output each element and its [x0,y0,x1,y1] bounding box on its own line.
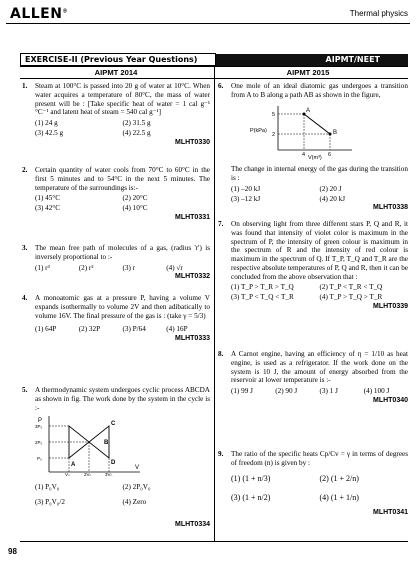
option-3: (3) r [122,263,136,272]
option-2: (2) 90 J [275,387,298,396]
y-axis-label: P [38,418,43,425]
question-3 [22,244,210,282]
option-1: (1) (1 + n/3) [231,473,271,483]
exercise-bar [20,54,408,66]
x-axis-label: V(m³) [308,154,322,160]
point-label: D [111,460,116,467]
option-4: (4) √r [166,263,183,272]
point-label: B [104,440,109,447]
option-4: (4) (1 + 1/n) [319,493,359,503]
option-2: (2) (1 + 2/n) [319,473,359,483]
y-tick: 3P₀ [35,424,43,430]
question-number: 4. [22,294,28,302]
question-text: A thermodynamic system undergoes cyclic process ABCDA as shown in fig. The work done by the system in the cycle is :- [35,386,210,412]
question-4 [22,294,210,344]
x-tick: 2V₀ [84,472,92,477]
column-heading-right: AIPMT 2015 [286,68,330,77]
question-code: MLHT0339 [372,303,408,311]
question-code: MLHT0340 [372,396,408,404]
x-tick: 4 [302,151,306,158]
question-text: The mean free path of molecules of a gas, (radius 'r') is inversely proportional to :- [35,244,210,261]
question-text-continued: The change in internal energy of the gas during the transition is : [231,165,408,183]
question-code: MLHT0338 [372,204,408,212]
option-4: (4) 10°C [122,204,148,213]
option-4: (4) 16P [166,325,188,334]
question-5 [22,386,210,529]
option-2: (2) r² [78,263,94,272]
point-b [329,132,332,135]
question-number: 3. [22,244,28,252]
question-text: One mole of an ideal diatomic gas undergoes a transition from A to B along a path AB as shown in the figure, [231,82,408,99]
point-label: C [111,421,116,428]
question-number: 7. [218,220,224,228]
y-axis-label: P(kPa) [250,127,267,134]
page-number: 98 [8,547,17,556]
question-7 [218,220,408,312]
question-9 [218,450,408,518]
question-number: 1. [22,82,28,90]
chapter-title: Thermal physics [349,9,408,18]
cycle-graph [35,414,145,476]
question-code: MLHT0334 [174,520,210,528]
y-tick: 5 [272,111,276,118]
question-code: MLHT0331 [174,213,210,221]
question-code: MLHT0341 [372,509,408,517]
option-3: (3) P₀V₀/2 [35,497,65,506]
question-text: On observing light from three different stars P, Q and R, it was found that intensity of violet color is maximum in the spectrum of P, the intensity of green colour is maximum in the spectrum of R and the intensity of red colour is maximum in the spectrum of Q. If T_P, T_Q and T_R are the respective absolute temperatures of P, Q and R, then it can be concluded from the above observation that : [231,220,408,281]
question-text: A monoatomic gas at a pressure P, having a volume V expands isothermally to volume 2V and then adibatically to volume 16V. The final pressure of the gas is : (take γ = 5/3) [35,294,210,320]
column-heading-left: AIPMT 2014 [94,68,138,77]
option-4: (4) 20 kJ [319,194,346,203]
question-text: Certain quantity of water cools from 70°C to 60°C in the first 5 minutes and to 54°C in the next 5 minutes. The temperature of the surroundings is:- [35,166,210,192]
point-label: A [306,107,311,114]
brand-logo: ALLEN® [10,6,68,22]
question-1 [22,82,210,147]
option-4: (4) 100 J [363,387,390,396]
question-text: Steam at 100°C is passed into 20 g of water at 10°C. When water acquires a temperature of 80°C, the mass of water present will be : [Take specific heat of water = 1 cal g⁻¹ °C⁻¹ and latent heat of steam = 540 cal g⁻¹] [35,82,210,117]
option-1: (1) 64P [35,325,57,334]
option-2: (2) 20°C [122,194,148,203]
y-tick: P₀ [37,456,42,462]
question-number: 5. [22,386,28,394]
question-number: 6. [218,82,224,90]
footer-rule [20,541,408,542]
option-2: (2) T_P < T_R < T_Q [319,283,383,292]
option-4: (4) 22.5 g [122,128,151,137]
question-6 [218,82,408,213]
option-4: (4) T_P > T_Q > T_R [319,293,383,302]
option-1: (1) –20 kJ [231,184,261,193]
pv-graph [248,102,358,160]
question-code: MLHT0332 [174,273,210,281]
question-text: The ratio of the specific heats Cp/Cv = γ in terms of degrees of freedom (n) is given by : [231,450,408,467]
option-1: (1) 99 J [231,387,253,396]
question-text: A Carnot engine, having an efficiency of η = 1/10 as heat engine, is used as a refrigerator. If the work done on the system is 10 J, the amount of energy absorbed from the reservoir at lower temperature is :- [231,350,408,385]
exercise-title: EXERCISE-II (Previous Year Questions) [20,53,216,66]
x-tick: 3V₀ [105,472,113,477]
question-code: MLHT0330 [174,138,210,146]
y-tick: 2 [272,131,276,138]
point-label: B [333,129,338,136]
option-1: (1) 24 g [35,119,58,128]
option-1: (1) T_P > T_R > T_Q [231,283,294,292]
y-tick: 2P₀ [35,440,43,446]
option-3: (3) 1 J [319,387,338,396]
question-number: 9. [218,450,224,458]
exercise-tag: AIPMT/NEET [325,55,380,64]
option-4: (4) Zero [122,497,147,506]
option-3: (3) 42°C [35,204,61,213]
x-tick: V₀ [65,472,70,477]
option-1: (1) P₀V₀ [35,483,60,492]
option-3: (3) (1 + n/2) [231,493,271,503]
page-header [6,4,410,24]
question-2 [22,166,210,222]
option-1: (1) 45°C [35,194,61,203]
path-ab [304,114,330,134]
option-2: (2) 32P [78,325,101,334]
option-3: (3) 42.5 g [35,128,64,137]
question-number: 2. [22,166,28,174]
option-2: (2) 20 J [319,184,342,193]
option-3: (3) –12 kJ [231,194,261,203]
option-3: (3) T_P < T_Q < T_R [231,293,294,302]
option-3: (3) P/64 [122,325,146,334]
option-2: (2) 2P₀V₀ [122,483,151,492]
option-1: (1) r³ [35,263,50,272]
question-code: MLHT0333 [174,335,210,343]
question-number: 8. [218,350,224,358]
question-8 [218,350,408,405]
x-tick: 6 [328,151,332,158]
point-label: A [71,462,76,469]
column-divider [214,66,215,541]
option-2: (2) 31.5 g [122,119,151,128]
x-axis-label: V [135,465,140,472]
